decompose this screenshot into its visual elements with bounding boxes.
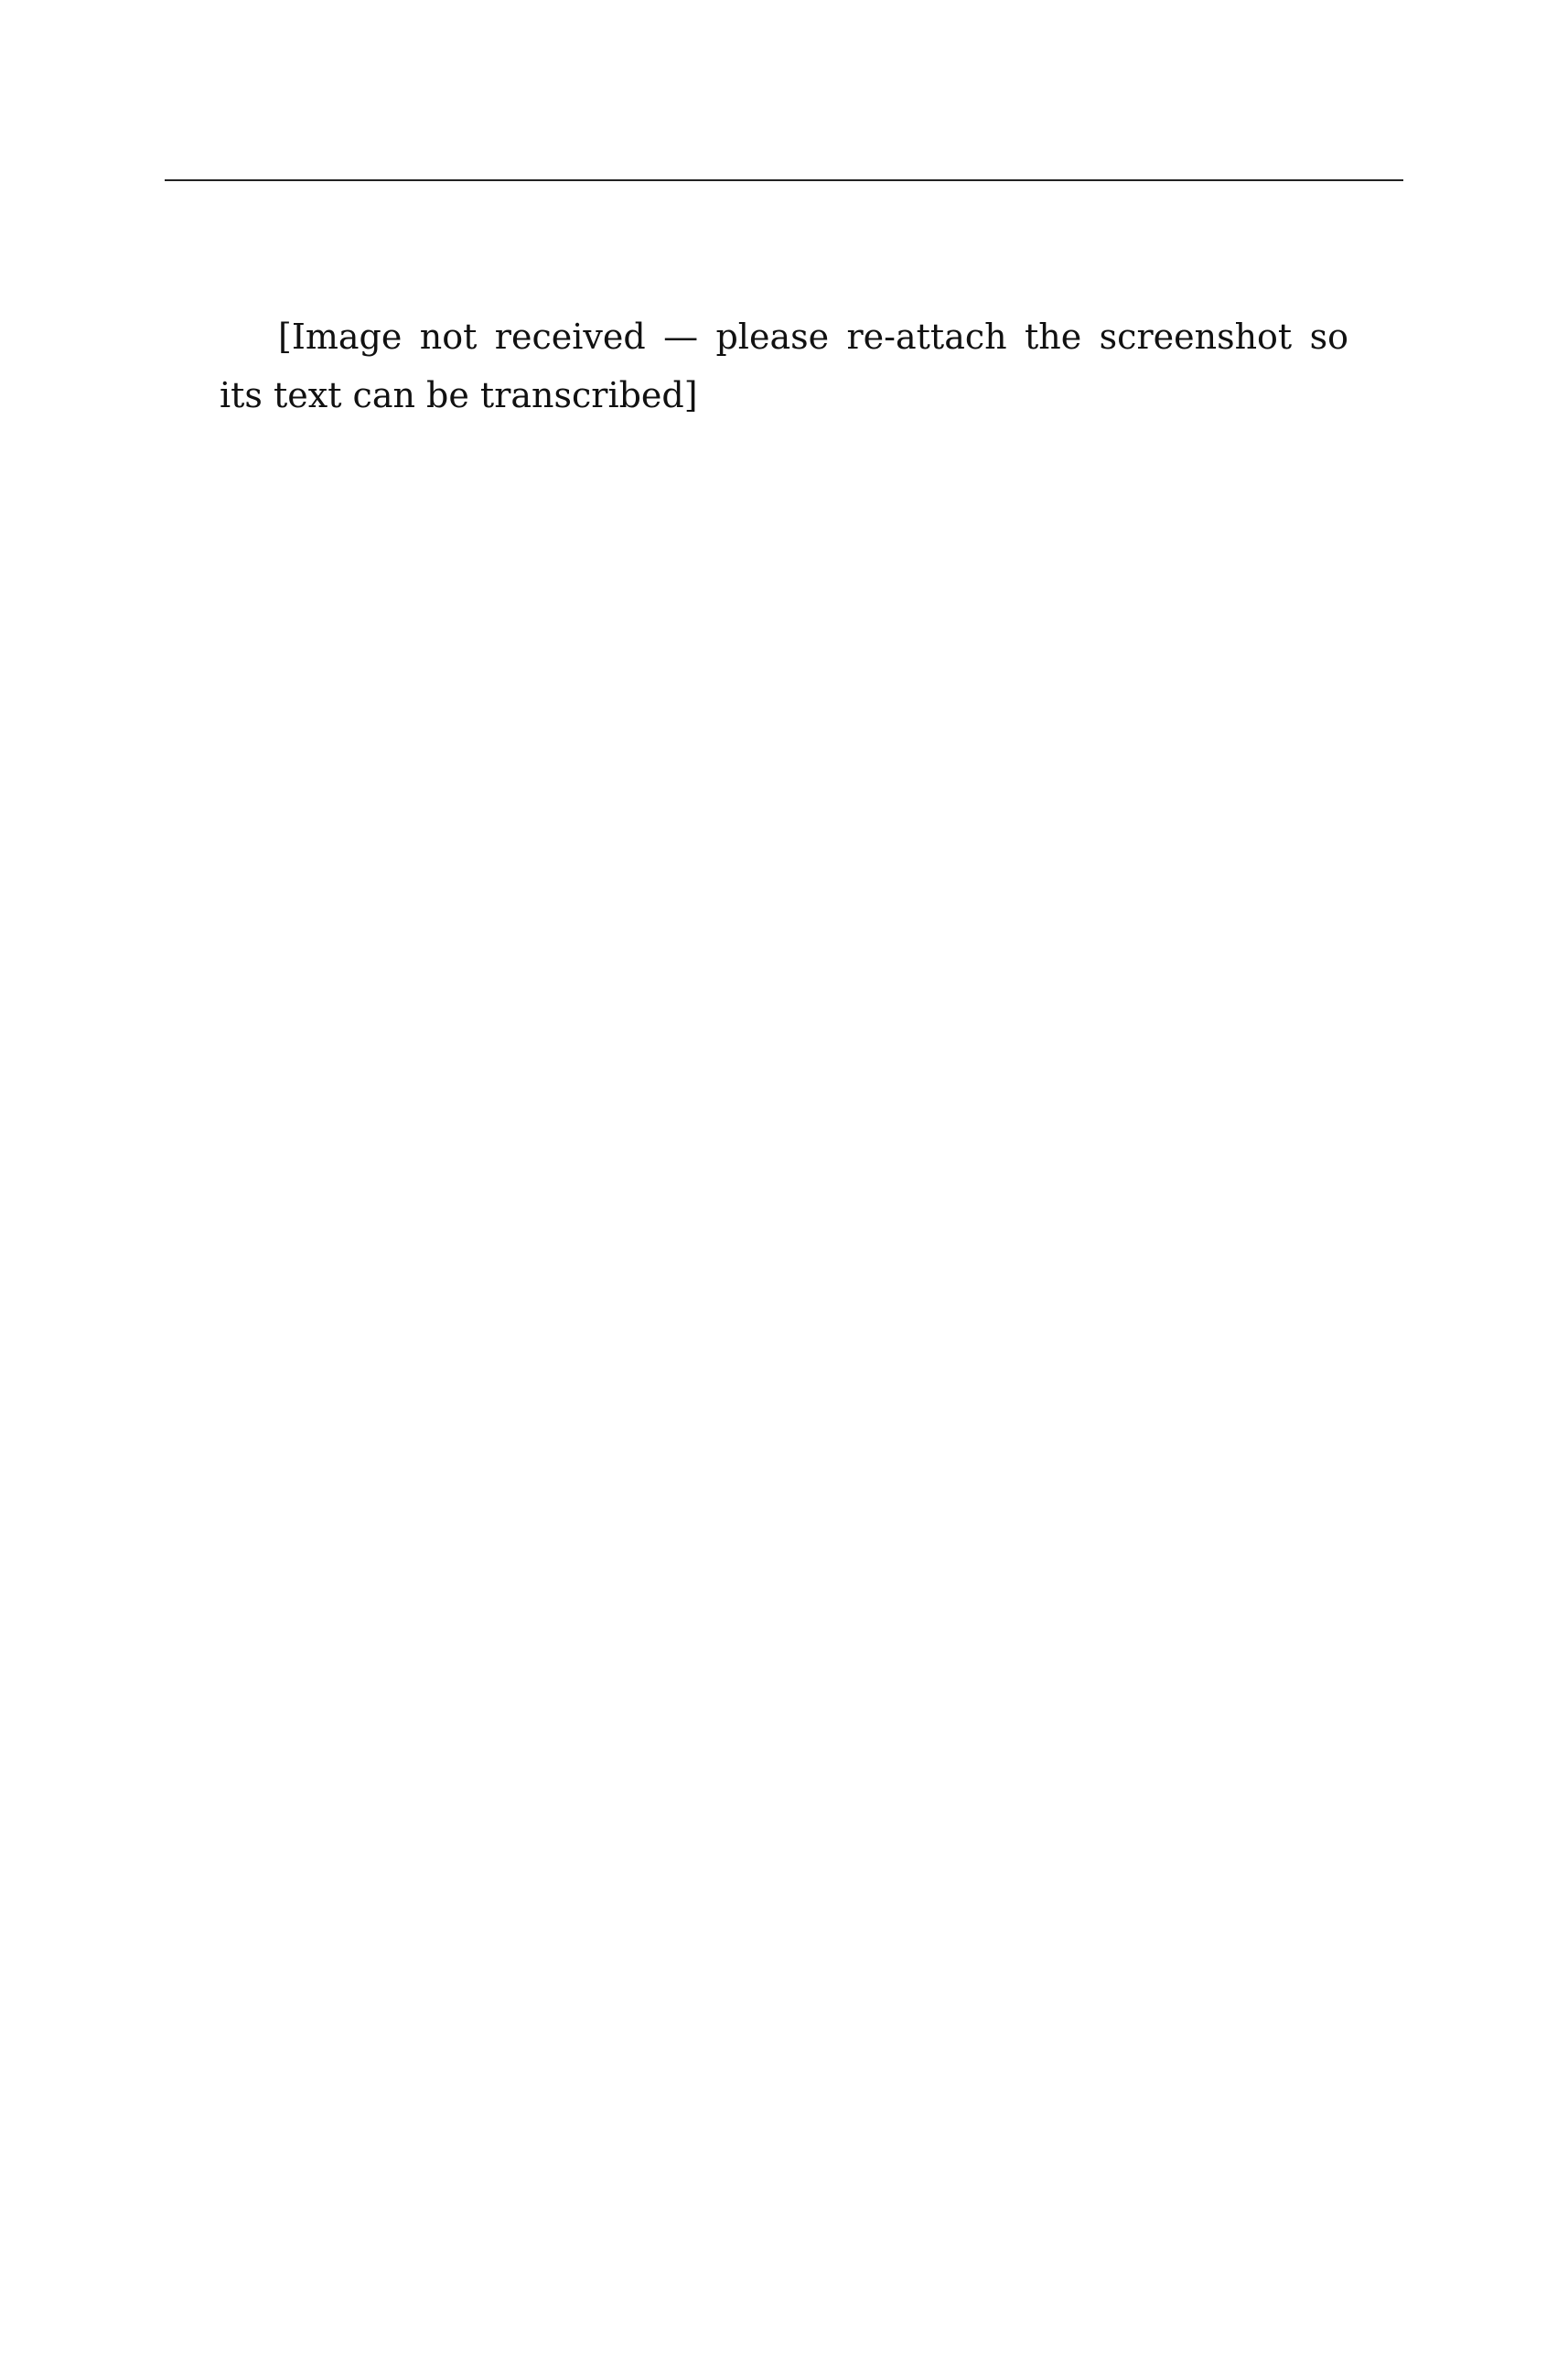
section-paragraph: [Image not received — please re-attach the screenshot so its text can be transcribed] xyxy=(220,317,1348,415)
header-rule xyxy=(165,179,1403,181)
document-section xyxy=(220,307,1348,425)
document-body xyxy=(220,274,1348,2117)
